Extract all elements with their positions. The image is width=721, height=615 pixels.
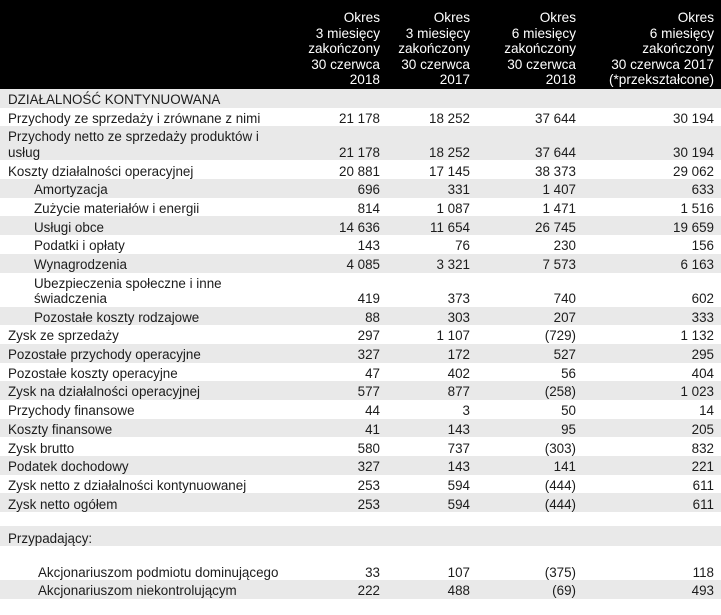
row-label: Przychody finansowe [8,403,135,419]
value-cell: 118 [692,564,714,580]
table-row [0,344,721,363]
header-line: Okres [433,10,470,26]
spacer-cell [583,512,721,526]
value-cell: (444) [477,493,583,512]
table-row [0,381,721,400]
row-label: Przychody netto ze sprzedaży produktów i usług [0,126,300,160]
header-h1-2018 [477,0,583,89]
value-cell: 230 [553,238,576,254]
table-row [0,419,721,438]
header-q2-2018 [300,0,387,89]
value-cell: 47 [365,365,380,381]
value-cell: 17 145 [429,163,470,179]
value-cell: (729) [544,328,576,344]
value-cell: 221 [583,456,721,475]
value-cell [387,89,477,108]
row-label: DZIAŁALNOŚĆ KONTYNUOWANA [0,89,300,108]
value-cell [300,89,387,108]
row-label: Przychody ze sprzedaży i zrównane z nimi [8,110,261,126]
value-cell: 580 [357,440,380,456]
value-cell: 141 [477,456,583,475]
value-cell: 737 [447,440,470,456]
value-cell [477,89,583,108]
table-row [0,273,721,307]
table-row [0,475,721,494]
header-line: Okres [677,10,714,26]
header-line: Okres [539,10,576,26]
row-label: Koszty finansowe [0,419,300,438]
value-cell: (258) [477,381,583,400]
row-label: Ubezpieczenia społeczne i inne świadczenia [34,275,222,306]
value-cell: (375) [544,564,576,580]
value-cell: 373 [447,291,470,306]
value-cell: 611 [692,477,714,493]
value-cell: 1 107 [436,328,470,344]
value-cell: 611 [583,493,721,512]
value-cell [477,526,583,546]
value-cell: 205 [583,419,721,438]
value-cell: 14 636 [300,216,387,235]
value-cell: 402 [447,365,470,381]
table-row [0,307,721,326]
value-cell: 594 [387,493,477,512]
table-row [0,216,721,235]
header-line: 3 miesięcy [405,25,470,41]
value-cell: 222 [300,580,387,599]
spacer-cell [477,512,583,526]
value-cell: 253 [357,477,380,493]
value-cell: 527 [477,344,583,363]
value-cell: 11 654 [387,216,477,235]
value-cell: 44 [365,403,380,419]
table-body [0,89,721,599]
value-cell: 76 [455,238,470,254]
value-cell: 37 644 [535,110,576,126]
value-cell: 4 085 [300,254,387,273]
row-label: Wynagrodzenia [0,254,300,273]
row-label: Przypadający: [0,526,300,546]
table-row [0,108,721,127]
header-line: 6 miesięcy [511,25,576,41]
value-cell: 404 [691,365,714,381]
value-cell: 488 [387,580,477,599]
row-label: Zysk ze sprzedaży [8,328,119,344]
header-h1-2017 [583,0,721,89]
row-label: Zysk netto ogółem [0,493,300,512]
table-row [0,325,721,344]
spacer-row [0,512,721,526]
header-line: 2018 [545,72,576,88]
value-cell: 740 [553,291,576,306]
value-cell: 38 373 [535,163,576,179]
header-line: Okres [343,10,380,26]
header-line: (*przekształcone) [608,72,714,88]
value-cell: 493 [583,580,721,599]
spacer-cell [300,512,387,526]
value-cell: 331 [387,179,477,198]
value-cell: 814 [357,200,380,216]
value-cell: 26 745 [477,216,583,235]
table-row [0,493,721,512]
table-row [0,89,721,108]
value-cell: 6 163 [583,254,721,273]
table-row [0,235,721,254]
row-label: Podatek dochodowy [0,456,300,475]
value-cell: 1 087 [436,200,470,216]
header-line: 30 czerwca [401,56,470,72]
value-cell: 1 132 [680,328,714,344]
value-cell: (444) [544,477,576,493]
value-cell: 30 194 [673,110,714,126]
header-line: 6 miesięcy [649,25,714,41]
value-cell: 143 [357,238,380,254]
row-label: Pozostałe koszty operacyjne [8,365,178,381]
row-label: Amortyzacja [0,179,300,198]
header-line: 3 miesięcy [315,25,380,41]
value-cell: 33 [365,564,380,580]
value-cell: 20 881 [339,163,380,179]
value-cell: 21 178 [339,110,380,126]
row-label: Zysk na działalności operacyjnej [0,381,300,400]
spacer-cell [387,512,477,526]
value-cell: (303) [544,440,576,456]
table-row [0,437,721,456]
value-cell: 18 252 [387,126,477,160]
spacer-cell [0,512,300,526]
table-row [0,254,721,273]
value-cell: 1 407 [477,179,583,198]
value-cell: 95 [477,419,583,438]
header-line: 30 czerwca 2017 [611,56,714,72]
value-cell: 29 062 [673,163,714,179]
table-row [0,126,721,160]
table-row [0,198,721,217]
value-cell: 832 [691,440,714,456]
value-cell: 1 471 [542,200,576,216]
row-label: Zużycie materiałów i energii [34,200,200,216]
value-cell: 3 [462,403,470,419]
header-line: 2018 [349,72,380,88]
header-q2-2017 [387,0,477,89]
header-line: zakończony [308,41,380,57]
value-cell: 327 [300,456,387,475]
value-cell: 14 [699,403,714,419]
header-line: zakończony [398,41,470,57]
value-cell: 333 [583,307,721,326]
header-line: 2017 [439,72,470,88]
value-cell: 18 252 [429,110,470,126]
value-cell: (69) [477,580,583,599]
row-label: Podatki i opłaty [34,238,125,254]
value-cell: 172 [387,344,477,363]
table-row [0,160,721,179]
value-cell: 1 023 [583,381,721,400]
value-cell: 88 [300,307,387,326]
value-cell [583,526,721,546]
value-cell: 7 573 [477,254,583,273]
value-cell: 143 [387,456,477,475]
value-cell: 30 194 [583,126,721,160]
value-cell: 21 178 [300,126,387,160]
value-cell [583,89,721,108]
value-cell: 56 [561,365,576,381]
value-cell [300,526,387,546]
row-label: Zysk netto z działalności kontynuowanej [8,477,247,493]
value-cell: 877 [387,381,477,400]
header-line: 30 czerwca [507,56,576,72]
value-cell: 143 [387,419,477,438]
value-cell: 602 [691,291,714,306]
value-cell: 207 [477,307,583,326]
row-label: Koszty działalności operacyjnej [8,163,194,179]
table-row [0,400,721,419]
table-row [0,580,721,599]
value-cell: 19 659 [583,216,721,235]
value-cell: 156 [691,238,714,254]
value-cell: 37 644 [477,126,583,160]
value-cell: 253 [300,493,387,512]
row-label: Zysk brutto [8,440,75,456]
value-cell: 107 [447,564,470,580]
row-label: Usługi obce [0,216,300,235]
value-cell: 633 [583,179,721,198]
header-label-cell [0,0,300,89]
table-row [0,546,721,580]
value-cell: 419 [357,291,380,306]
value-cell: 1 516 [680,200,714,216]
value-cell: 295 [583,344,721,363]
value-cell: 3 321 [387,254,477,273]
table-row [0,456,721,475]
value-cell: 303 [387,307,477,326]
header-line: zakończony [504,41,576,57]
value-cell [387,526,477,546]
value-cell: 696 [300,179,387,198]
table-row [0,363,721,382]
row-label: Pozostałe przychody operacyjne [0,344,300,363]
value-cell: 577 [300,381,387,400]
header-row [0,0,721,89]
header-line: 30 czerwca [311,56,380,72]
row-label: Akcjonariuszom podmiotu dominującego [38,564,279,580]
value-cell: 50 [561,403,576,419]
header-line: zakończony [642,41,714,57]
value-cell: 297 [357,328,380,344]
value-cell: 594 [447,477,470,493]
value-cell: 327 [300,344,387,363]
table-row [0,526,721,546]
row-label: Akcjonariuszom niekontrolującym [0,580,300,599]
value-cell: 41 [300,419,387,438]
row-label: Pozostałe koszty rodzajowe [0,307,300,326]
table-row [0,179,721,198]
